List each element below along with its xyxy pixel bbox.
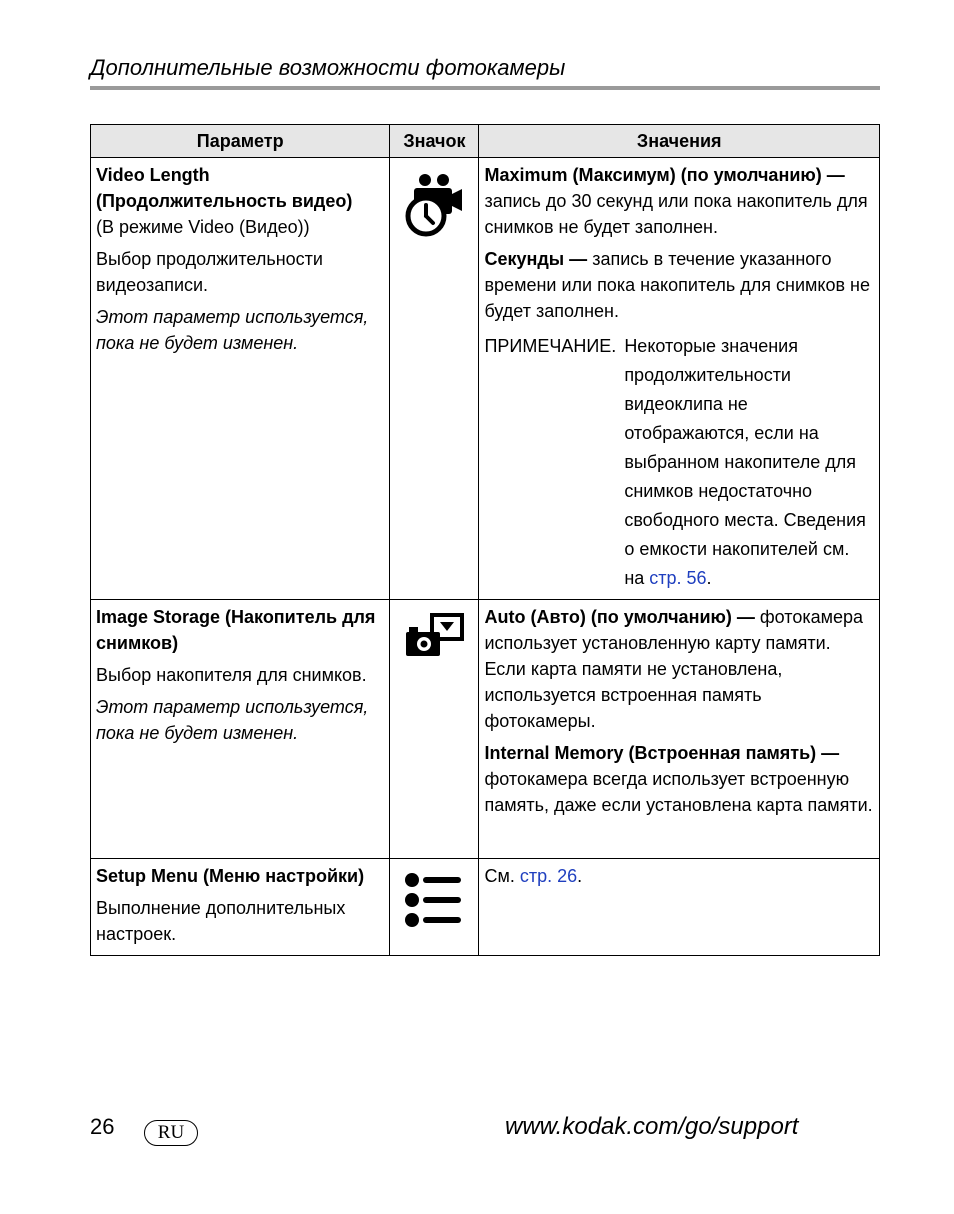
param-description: Выполнение дополнительных настроек. [96, 898, 346, 944]
param-cell-setup-menu [91, 859, 390, 956]
table-row [91, 600, 880, 859]
page-header-title: Дополнительные возможности фотокамеры [90, 55, 566, 80]
value-reference [484, 863, 873, 889]
values-cell-setup-menu [479, 859, 880, 956]
values-cell-video-length [479, 158, 880, 600]
param-cell-image-storage [91, 600, 390, 859]
column-header-parameter: Параметр [91, 125, 390, 158]
setup-menu-icon [403, 871, 465, 931]
table-row [91, 859, 880, 956]
value-end: . [577, 866, 583, 886]
page-link-56[interactable]: стр. 56 [649, 568, 707, 588]
note-text-container [624, 332, 873, 593]
icon-cell-image-storage [390, 600, 479, 859]
value-prefix: См. [484, 866, 520, 886]
table-row [91, 158, 880, 600]
note-label: ПРИМЕЧАНИЕ. [484, 336, 617, 356]
param-title: Setup Menu (Меню настройки) [96, 866, 365, 886]
note-end: . [706, 568, 712, 588]
param-cell-video-length [91, 158, 390, 600]
image-storage-icon [402, 612, 466, 660]
table-header-row [91, 125, 880, 158]
value-option-label: Internal Memory (Встроенная память) — [484, 743, 840, 763]
page-number: 26 [90, 1114, 115, 1139]
values-cell-image-storage [479, 600, 880, 859]
column-header-values: Значения [479, 125, 880, 158]
param-title: Image Storage (Накопитель для снимков) [96, 607, 376, 653]
param-description: Выбор накопителя для снимков. [96, 665, 367, 685]
header-divider [90, 86, 880, 90]
value-option-label: Maximum (Максимум) (по умолчанию) — [484, 165, 845, 185]
value-option [484, 604, 873, 734]
value-option-text: запись в течение указанного времени или пока накопитель для снимков не будет заполнен. [484, 249, 871, 321]
value-option [484, 740, 873, 818]
parameters-table [90, 124, 880, 956]
value-option-text: фотокамера использует установленную карту памяти. Если карта памяти не установлена, используется встроенная память фотокамеры. [484, 607, 864, 731]
param-title-en: Video Length [96, 165, 210, 185]
column-header-icon: Значок [390, 125, 479, 158]
note-text: Некоторые значения продолжительности видеоклипа не отображаются, если на выбранном накопителе для снимков недостаточно свободного места. Сведения о емкости накопителей см. на [624, 336, 866, 588]
param-description: Выбор продолжительности видеозаписи. [96, 249, 323, 295]
video-length-icon [402, 170, 466, 242]
param-note: Этот параметр используется, пока не будет изменен. [96, 697, 369, 743]
icon-cell-setup-menu [390, 859, 479, 956]
value-option-text: фотокамера всегда использует встроенную память, даже если установлена карта памяти. [484, 769, 873, 815]
param-note: Этот параметр используется, пока не будет изменен. [96, 307, 369, 353]
value-option [484, 246, 873, 324]
value-option-text: запись до 30 секунд или пока накопитель для снимков не будет заполнен. [484, 191, 868, 237]
param-title-ru: (Продолжительность видео) [96, 191, 353, 211]
icon-cell-video-length [390, 158, 479, 600]
note-block [484, 332, 873, 593]
value-option-label: Секунды — [484, 249, 588, 269]
param-mode: (В режиме Video (Видео)) [96, 217, 310, 237]
language-badge: RU [144, 1120, 198, 1146]
value-option-label: Auto (Авто) (по умолчанию) — [484, 607, 755, 627]
page-link-26[interactable]: стр. 26 [519, 866, 578, 886]
support-url[interactable]: www.kodak.com/go/support [505, 1113, 799, 1140]
value-option [484, 162, 873, 240]
